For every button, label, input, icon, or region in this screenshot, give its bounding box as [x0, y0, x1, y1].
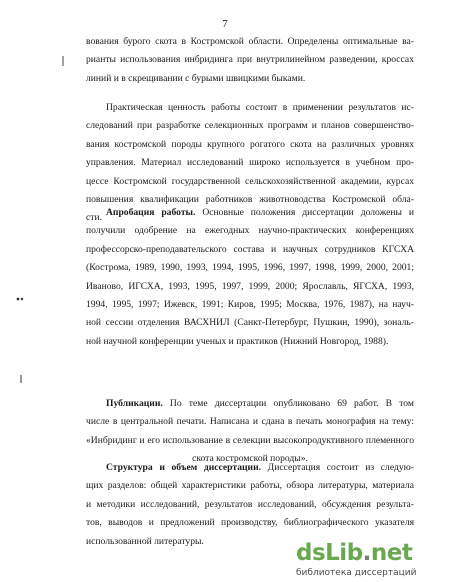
paragraph-continuation: [86, 33, 414, 88]
text-line: Иваново, ИГСХА, 1993, 1995, 1997, 1999, 2000; Ярославль, ЯГСХА, 1993,: [86, 280, 414, 292]
text-line: Структура и объем диссертации. Диссертация состоит из следую-: [106, 462, 414, 473]
text-line: числе в центральной печати. Написана и сдана в печать монография на тему:: [86, 416, 414, 428]
text-line: цессе Костромской государственной сельскохозяйственной академии, курсах: [86, 175, 414, 187]
margin-mark: [61, 56, 65, 66]
watermark-logo: [292, 538, 442, 578]
paragraph-approbation: [86, 204, 414, 351]
text-line: вования бурого скота в Костромской области. Определены оптимальные ва-: [86, 36, 414, 47]
text-line: профессорско-преподавательского состава и научных сотрудников КГСХА: [86, 243, 414, 255]
text-line: ной сессии отделения ВАСХНИЛ (Санкт-Петербург, Пушкин, 1990), зональ-: [86, 317, 414, 329]
text-line: 1994, 1995, 1997; Ижевск, 1991; Киров, 1995; Москва, 1976, 1987), на науч-: [86, 299, 414, 311]
text-line: вания костромской породы крупного рогатого скота на различных уровнях: [86, 138, 414, 150]
text-line: линий и в скрещивании с бурыми швицкими быками.: [86, 72, 306, 84]
text-line: использованной литературы.: [86, 535, 204, 547]
section-heading: Публикации.: [106, 398, 163, 409]
section-heading: Апробация работы.: [106, 207, 196, 218]
text-line: (Кострома, 1989, 1990, 1993, 1994, 1995, 1996, 1997, 1998, 1999, 2000, 2001;: [86, 262, 414, 274]
logo-text: dsLib.net: [296, 540, 413, 566]
text-line: Апробация работы. Основные положения диссертации доложены и: [106, 207, 414, 218]
text-line: повышения квалификации работников животноводства Костромской обла-: [86, 194, 414, 206]
text-line: рианты использования инбридинга при внутрилинейном разведении, кроссах: [86, 54, 414, 66]
page-number: 7: [222, 18, 228, 30]
text-line: ной научной конференции ученых и практиков (Нижний Новгород, 1988).: [86, 335, 389, 347]
text-line: Публикации. По теме диссертации опубликовано 69 работ. В том: [106, 398, 414, 409]
text-line: скота костромской породы».: [192, 453, 308, 465]
text-line: получили одобрение на ежегодных научно-практических конференциях: [86, 225, 414, 237]
text-line: Практическая ценность работы состоит в применении результатов ис-: [106, 102, 414, 113]
margin-mark: [17, 374, 25, 384]
paragraph-publications: [86, 395, 414, 469]
text-line: сти.: [86, 212, 102, 224]
text-line: «Инбридинг и его использование в селекции высокопродуктивного племенного: [86, 434, 414, 446]
text-line: следований при разработке селекционных программ и планов совершенство-: [86, 120, 414, 132]
text-line: щих разделов: общей характеристики работы, обзора литературы, материала: [86, 480, 414, 492]
logo-caption: библиотека диссертаций: [296, 568, 417, 578]
text-line: управления. Материал исследований широко используется в учебном про-: [86, 157, 414, 169]
section-heading: Структура и объем диссертации.: [106, 462, 261, 473]
text-line: тов, выводов и предложений производству, библиографического указателя: [86, 517, 414, 529]
text-line: и методики исследований, результатов исследований, обсуждения результа-: [86, 498, 414, 510]
margin-mark: [15, 294, 25, 304]
